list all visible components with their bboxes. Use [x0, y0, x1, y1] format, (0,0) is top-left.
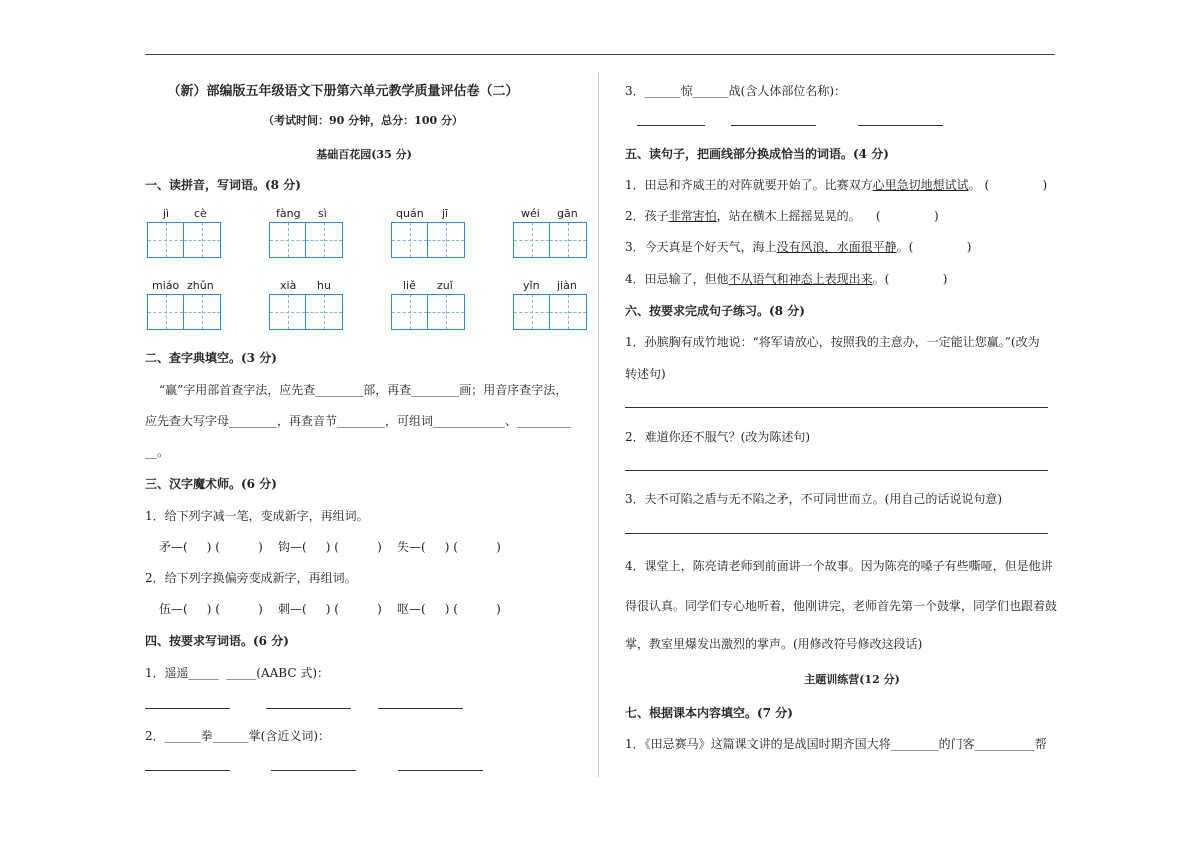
q5-text: 4．田忌输了，但他 [625, 272, 729, 286]
answer-line[interactable] [271, 770, 356, 771]
q6-item: 4．课堂上，陈亮请老师到前面讲一个故事。因为陈亮的嗓子有些嘶哑，但是他讲 [625, 559, 1053, 573]
q5-text: 。 ( ) [968, 178, 1048, 192]
q2-line: “赢”字用部首查字法，应先查________部，再查________画；用音序查字法， [159, 383, 568, 397]
column-divider [598, 72, 599, 777]
q3-sub: 2．给下列字换偏旁变成新字，再组词。 [145, 571, 357, 585]
pinyin: liě [403, 279, 416, 292]
pinyin: sì [318, 207, 327, 220]
q6-item: 3．夫不可陷之盾与无不陷之矛，不可同世而立。(用自己的话说说句意) [625, 492, 1003, 506]
pinyin: jiàn [557, 279, 577, 292]
page-title: （新）部编版五年级语文下册第六单元教学质量评估卷（二） [167, 84, 519, 99]
q3-sub: 1．给下列字减一笔，变成新字，再组词。 [145, 509, 369, 523]
writing-grid[interactable] [269, 294, 343, 330]
q2-line: 应先查大写字母________，再查音节________，可组词____________、_________ [145, 414, 572, 428]
q5-item [625, 270, 947, 287]
q5-heading: 五、读句子，把画线部分换成恰当的词语。(4 分) [625, 147, 889, 161]
answer-line[interactable] [858, 125, 943, 126]
pinyin: xià [280, 279, 297, 292]
writing-grid[interactable] [147, 294, 221, 330]
writing-grid[interactable] [513, 294, 587, 330]
q7-heading: 七、根据课本内容填空。(7 分) [625, 706, 793, 720]
q5-underlined: 心里急切地想试试 [872, 178, 969, 192]
answer-line[interactable] [731, 125, 816, 126]
pinyin: hu [317, 279, 331, 292]
q5-text: 。( ) [872, 272, 948, 286]
q2-line: __。 [145, 445, 170, 459]
q6-item: 2．难道你还不服气？(改为陈述句) [625, 430, 810, 444]
section-basic-title: 基础百花园(35 分) [316, 148, 412, 161]
q6-heading: 六、按要求完成句子练习。(8 分) [625, 304, 805, 318]
answer-line[interactable] [637, 125, 705, 126]
answer-line[interactable] [625, 407, 1048, 408]
pinyin: jī [442, 207, 449, 220]
pinyin: zhǔn [187, 279, 214, 292]
pinyin: fàng [276, 207, 301, 220]
answer-line[interactable] [625, 470, 1048, 471]
q7-item: 1．《田忌赛马》这篇课文讲的是战国时期齐国大将________的门客__________帮 [625, 737, 1047, 751]
writing-grid[interactable] [513, 222, 587, 258]
exam-info: （考试时间：90 分钟，总分：100 分） [263, 114, 463, 127]
q3-row: 伍—( ) ( ) 刺—( ) ( ) 呕—( ) ( ) [159, 602, 501, 616]
answer-line[interactable] [398, 770, 483, 771]
q2-heading: 二、查字典填空。(3 分) [145, 351, 277, 365]
writing-grid[interactable] [147, 222, 221, 258]
q5-text: 1．田忌和齐威王的对阵就要开始了。比赛双方 [625, 178, 873, 192]
q5-item [625, 238, 971, 255]
q3-heading: 三、汉字魔术师。(6 分) [145, 477, 277, 491]
pinyin: quán [396, 207, 424, 220]
q5-item [625, 207, 939, 224]
q4-item: 3．______惊______战(含人体部位名称)： [625, 84, 846, 98]
pinyin: jì [163, 207, 170, 220]
q5-underlined: 非常害怕 [668, 209, 717, 223]
q6-item: 1．孙膑胸有成竹地说：“将军请放心，按照我的主意办，一定能让您赢。”(改为 [625, 335, 1040, 349]
q6-item: 转述句) [625, 367, 666, 381]
q3-row: 矛—( ) ( ) 钩—( ) ( ) 失—( ) ( ) [159, 540, 501, 554]
pinyin: cè [194, 207, 207, 220]
q5-underlined: 没有风浪，水面很平静 [776, 240, 897, 254]
writing-grid[interactable] [391, 294, 465, 330]
pinyin: yǐn [523, 279, 540, 292]
q5-text: 。( ) [896, 240, 972, 254]
q6-item: 得很认真。同学们专心地听着，他刚讲完，老师首先第一个鼓掌，同学们也跟着鼓 [625, 599, 1058, 613]
answer-line[interactable] [145, 770, 230, 771]
answer-line[interactable] [266, 708, 351, 709]
answer-line[interactable] [625, 533, 1048, 534]
q5-text: 3．今天真是个好天气，海上 [625, 240, 777, 254]
q1-heading: 一、读拼音，写词语。(8 分) [145, 178, 301, 192]
writing-grid[interactable] [269, 222, 343, 258]
top-rule [145, 54, 1055, 55]
q5-text: 2．孩子 [625, 209, 669, 223]
q4-item: 1．遥遥_____ _____(AABC 式)： [145, 666, 329, 680]
pinyin: gān [557, 207, 578, 220]
pinyin: miáo [152, 279, 180, 292]
q5-underlined: 不从语气和神态上表现出来 [728, 272, 873, 286]
q5-item [625, 176, 1047, 193]
q6-item: 掌，教室里爆发出激烈的掌声。(用修改符号修改这段话) [625, 637, 923, 651]
q4-item: 2．______拳______掌(含近义词)： [145, 729, 330, 743]
answer-line[interactable] [378, 708, 463, 709]
q4-heading: 四、按要求写词语。(6 分) [145, 634, 289, 648]
section-theme-title: 主题训练营(12 分) [804, 673, 900, 686]
q5-text: ，站在横木上摇摇晃晃的。 ( ) [716, 209, 939, 223]
pinyin: zuǐ [437, 279, 453, 292]
pinyin: wéi [521, 207, 540, 220]
answer-line[interactable] [145, 708, 230, 709]
writing-grid[interactable] [391, 222, 465, 258]
